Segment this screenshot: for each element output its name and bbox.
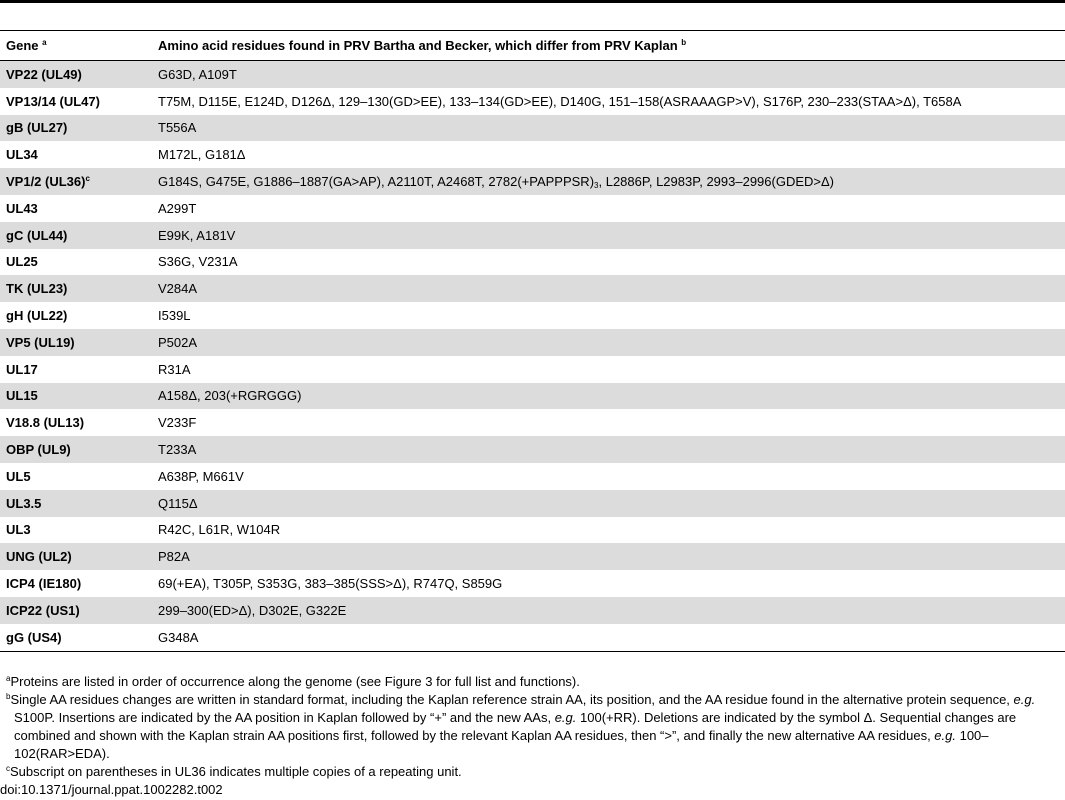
- gene-cell: V18.8 (UL13): [6, 415, 85, 431]
- table-row: [0, 302, 1065, 329]
- gene-cell: OBP (UL9): [6, 442, 71, 458]
- table-row: [0, 409, 1065, 436]
- table-row: [0, 436, 1065, 463]
- gene-cell: UL15: [6, 388, 38, 404]
- table-row: [0, 356, 1065, 383]
- table-row: [0, 222, 1065, 249]
- residues-cell: T233A: [158, 442, 197, 458]
- gene-cell: gG (US4): [6, 629, 62, 645]
- table-row: [0, 517, 1065, 544]
- residues-cell: M172L, G181Δ: [158, 147, 246, 163]
- gene-cell: VP5 (UL19): [6, 334, 75, 350]
- gene-cell: VP22 (UL49): [6, 66, 82, 82]
- table-body: [0, 61, 1065, 651]
- table-row: [0, 383, 1065, 410]
- residues-cell: V284A: [158, 281, 198, 297]
- gene-cell: gH (UL22): [6, 308, 68, 324]
- table-row: [0, 88, 1065, 115]
- gene-cell: UL25: [6, 254, 38, 270]
- top-rule: [0, 0, 1065, 3]
- table-row: [0, 597, 1065, 624]
- table-row: [0, 61, 1065, 88]
- residues-cell: G63D, A109T: [158, 66, 237, 82]
- residues-cell: E99K, A181V: [158, 227, 236, 243]
- table-row: [0, 490, 1065, 517]
- footnote-c: $^c$Subscript on parentheses in UL36 indicates multiple copies of a repeating unit.: [6, 764, 462, 779]
- residues-cell: R42C, L61R, W104R: [158, 522, 281, 538]
- gene-cell: UL34: [6, 147, 38, 163]
- table-row: [0, 543, 1065, 570]
- gene-cell: VP13/14 (UL47): [6, 93, 100, 109]
- table-row: [0, 195, 1065, 222]
- gene-cell: UL3.5: [6, 495, 42, 511]
- table-row: [0, 275, 1065, 302]
- gene-cell: gB (UL27): [6, 120, 68, 136]
- residues-column-header: Amino acid residues found in PRV Bartha and Becker, which differ from PRV Kaplan $^b$: [158, 38, 687, 53]
- residues-cell: G184S, G475E, G1886–1887(GA>AP), A2110T, A2468T, $2782(+PAPPPSR)_3$, L2886P, L2983P, 2993–2996(GDED>Δ): [158, 174, 835, 191]
- table-row: [0, 329, 1065, 356]
- residues-cell: P82A: [158, 549, 190, 565]
- gene-column-header: Gene $^a$: [6, 38, 47, 53]
- gene-cell: UL17: [6, 361, 38, 377]
- residues-cell: Q115Δ: [158, 495, 198, 511]
- gene-cell: UL43: [6, 200, 38, 216]
- residues-cell: T75M, D115E, E124D, D126Δ, 129–130(GD>EE), 133–134(GD>EE), D140G, 151–158(ASRAAAGP>V), S176P, 230–233(STAA>Δ), T658A: [158, 93, 962, 109]
- residues-cell: 299–300(ED>Δ), D302E, G322E: [158, 602, 347, 618]
- gene-cell: gC (UL44): [6, 227, 68, 243]
- gene-cell: UL3: [6, 522, 31, 538]
- residues-cell: 69(+EA), T305P, S353G, 383–385(SSS>Δ), R747Q, S859G: [158, 576, 503, 592]
- table-row: [0, 624, 1065, 651]
- gene-cell: TK (UL23): [6, 281, 68, 297]
- gene-cell: VP1/2 $(UL36)^c$: [6, 174, 90, 190]
- footnotes: [0, 673, 1065, 799]
- residues-cell: V233F: [158, 415, 197, 431]
- residues-cell: R31A: [158, 361, 191, 377]
- gene-cell: ICP22 (US1): [6, 602, 80, 618]
- residues-cell: P502A: [158, 334, 198, 350]
- table-row: [0, 570, 1065, 597]
- data-table: [0, 30, 1065, 652]
- table-row: [0, 463, 1065, 490]
- doi-text: doi:10.1371/journal.ppat.1002282.t002: [0, 782, 223, 797]
- residues-cell: G348A: [158, 629, 199, 645]
- residues-cell: A638P, M661V: [158, 468, 244, 484]
- table-row: [0, 141, 1065, 168]
- residues-cell: S36G, V231A: [158, 254, 238, 270]
- residues-cell: A299T: [158, 200, 197, 216]
- residues-cell: A158Δ, 203(+RGRGGG): [158, 388, 302, 404]
- table-header: [0, 31, 1065, 60]
- table-row: [0, 249, 1065, 276]
- residues-cell: I539L: [158, 308, 191, 324]
- gene-cell: UNG (UL2): [6, 549, 72, 565]
- gene-cell: UL5: [6, 468, 31, 484]
- footnote-b: $^b$Single AA residues changes are written in standard format, including the Kaplan reference strain AA, its position, and the AA residue found in the alternative protein sequence, e.g. S100P. Insertions are indicated by the AA position in Kaplan followed by “+” and the new AAs, e.g. 100(+RR). Deletions are indicated by the symbol Δ. Sequential changes are combined and shown with the Kaplan strain AA positions first, followed by the relevant Kaplan AA residues, then “>”, and finally the new alternative AA residues, e.g. 100–102(RAR>EDA).: [6, 692, 1036, 761]
- residues-cell: T556A: [158, 120, 197, 136]
- gene-cell: ICP4 (IE180): [6, 576, 82, 592]
- table-row: [0, 115, 1065, 142]
- table-bottom-rule: [0, 651, 1065, 652]
- footnote-a: $^a$Proteins are listed in order of occurrence along the genome (see Figure 3 for full list and functions).: [6, 674, 580, 689]
- table-row: [0, 168, 1065, 195]
